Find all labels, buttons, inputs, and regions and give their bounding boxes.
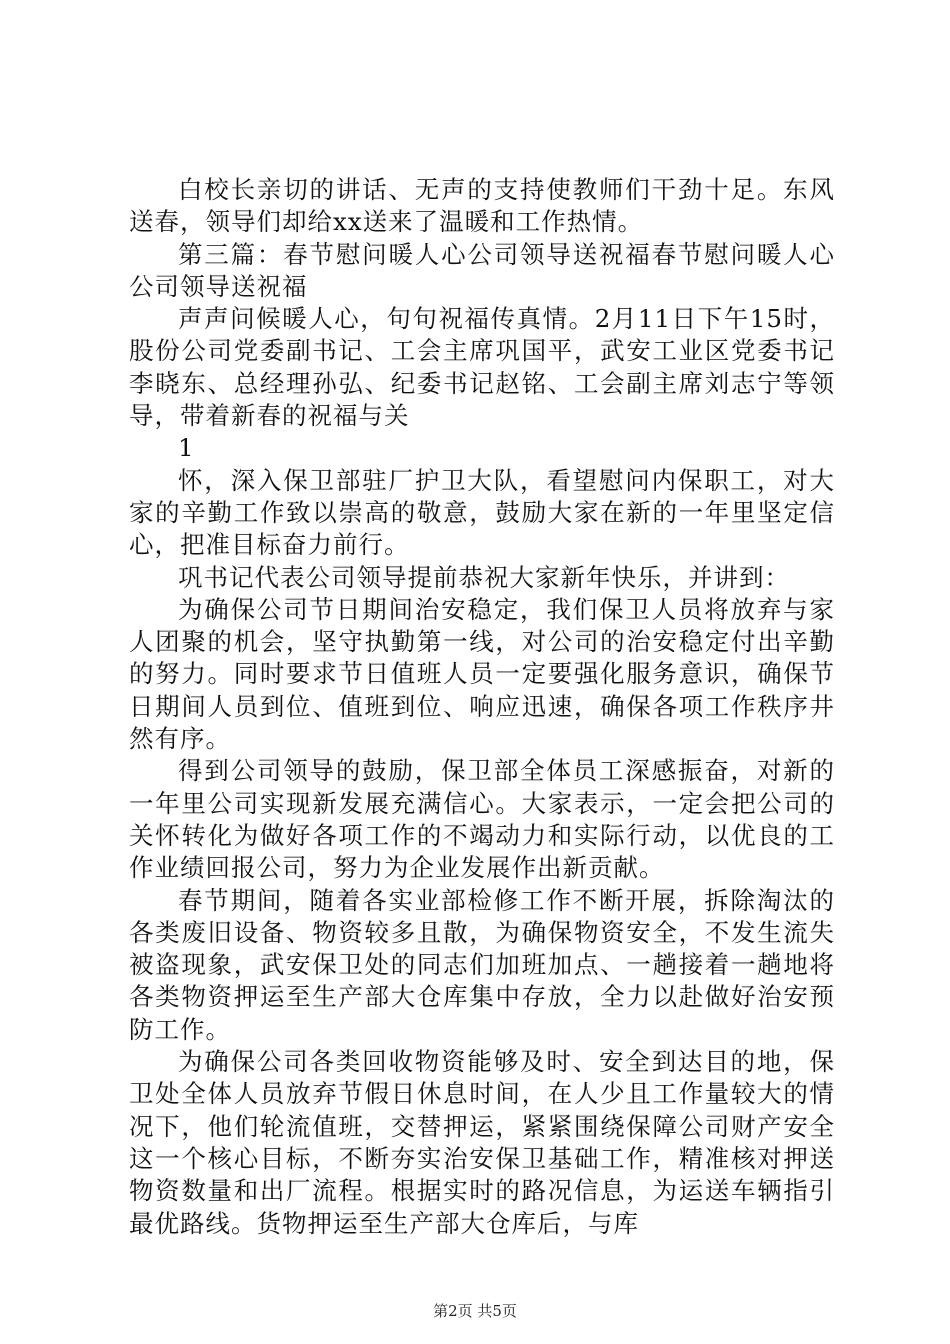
paragraph-5: 怀，深入保卫部驻厂护卫大队，看望慰问内保职工，对大家的辛勤工作致以崇高的敬意，鼓励大家在新的一年里坚定信心，把准目标奋力前行。 xyxy=(129,465,835,560)
paragraph-10: 为确保公司各类回收物资能够及时、安全到达目的地，保卫处全体人员放弃节假日休息时间，在人少且工作量较大的情况下，他们轮流值班，交替押运，紧紧围绕保障公司财产安全这一个核心目标，不断夯实治安保卫基础工作，精准核对押送物资数量和出厂流程。根据实时的路况信息，为运送车辆指引最优路线。货物押运至生产部大仓库后，与库 xyxy=(129,1047,835,1238)
paragraph-9: 春节期间，随着各实业部检修工作不断开展，拆除淘汰的各类废旧设备、物资较多且散，为确保物资安全，不发生流失被盗现象，武安保卫处的同志们加班加点、一趟接着一趟地将各类物资押运至生产部大仓库集中存放，全力以赴做好治安预防工作。 xyxy=(129,885,835,1044)
paragraph-8: 得到公司领导的鼓励，保卫部全体员工深感振奋，对新的一年里公司实现新发展充满信心。大家表示，一定会把公司的关怀转化为做好各项工作的不竭动力和实际行动，以优良的工作业绩回报公司，努力为企业发展作出新贡献。 xyxy=(129,756,835,883)
paragraph-1: 白校长亲切的讲话、无声的支持使教师们干劲十足。东风送春，领导们却给xx送来了温暖和工作热情。 xyxy=(129,175,835,237)
document-body xyxy=(129,174,835,1240)
paragraph-7: 为确保公司节日期间治安稳定，我们保卫人员将放弃与家人团聚的机会，坚守执勤第一线，对公司的治安稳定付出辛勤的努力。同时要求节日值班人员一定要强化服务意识，确保节日期间人员到位、值班到位、响应迅速，确保各项工作秩序井然有序。 xyxy=(129,594,835,754)
paragraph-6: 巩书记代表公司领导提前恭祝大家新年快乐，并讲到： xyxy=(178,562,790,592)
paragraph-3: 声声问候暖人心，句句祝福传真情。2月11日下午15时，股份公司党委副书记、工会主席巩国平，武安工业区党委书记李晓东、总经理孙弘、纪委书记赵铭、工会副主席刘志宁等领导，带着新春的祝福与关 xyxy=(129,304,835,431)
page-marker: 1 xyxy=(178,433,195,463)
page-footer: 第2页 共5页 xyxy=(433,1302,517,1320)
section-heading-third: 第三篇：春节慰问暖人心公司领导送祝福春节慰问暖人心公司领导送祝福 xyxy=(129,239,835,301)
